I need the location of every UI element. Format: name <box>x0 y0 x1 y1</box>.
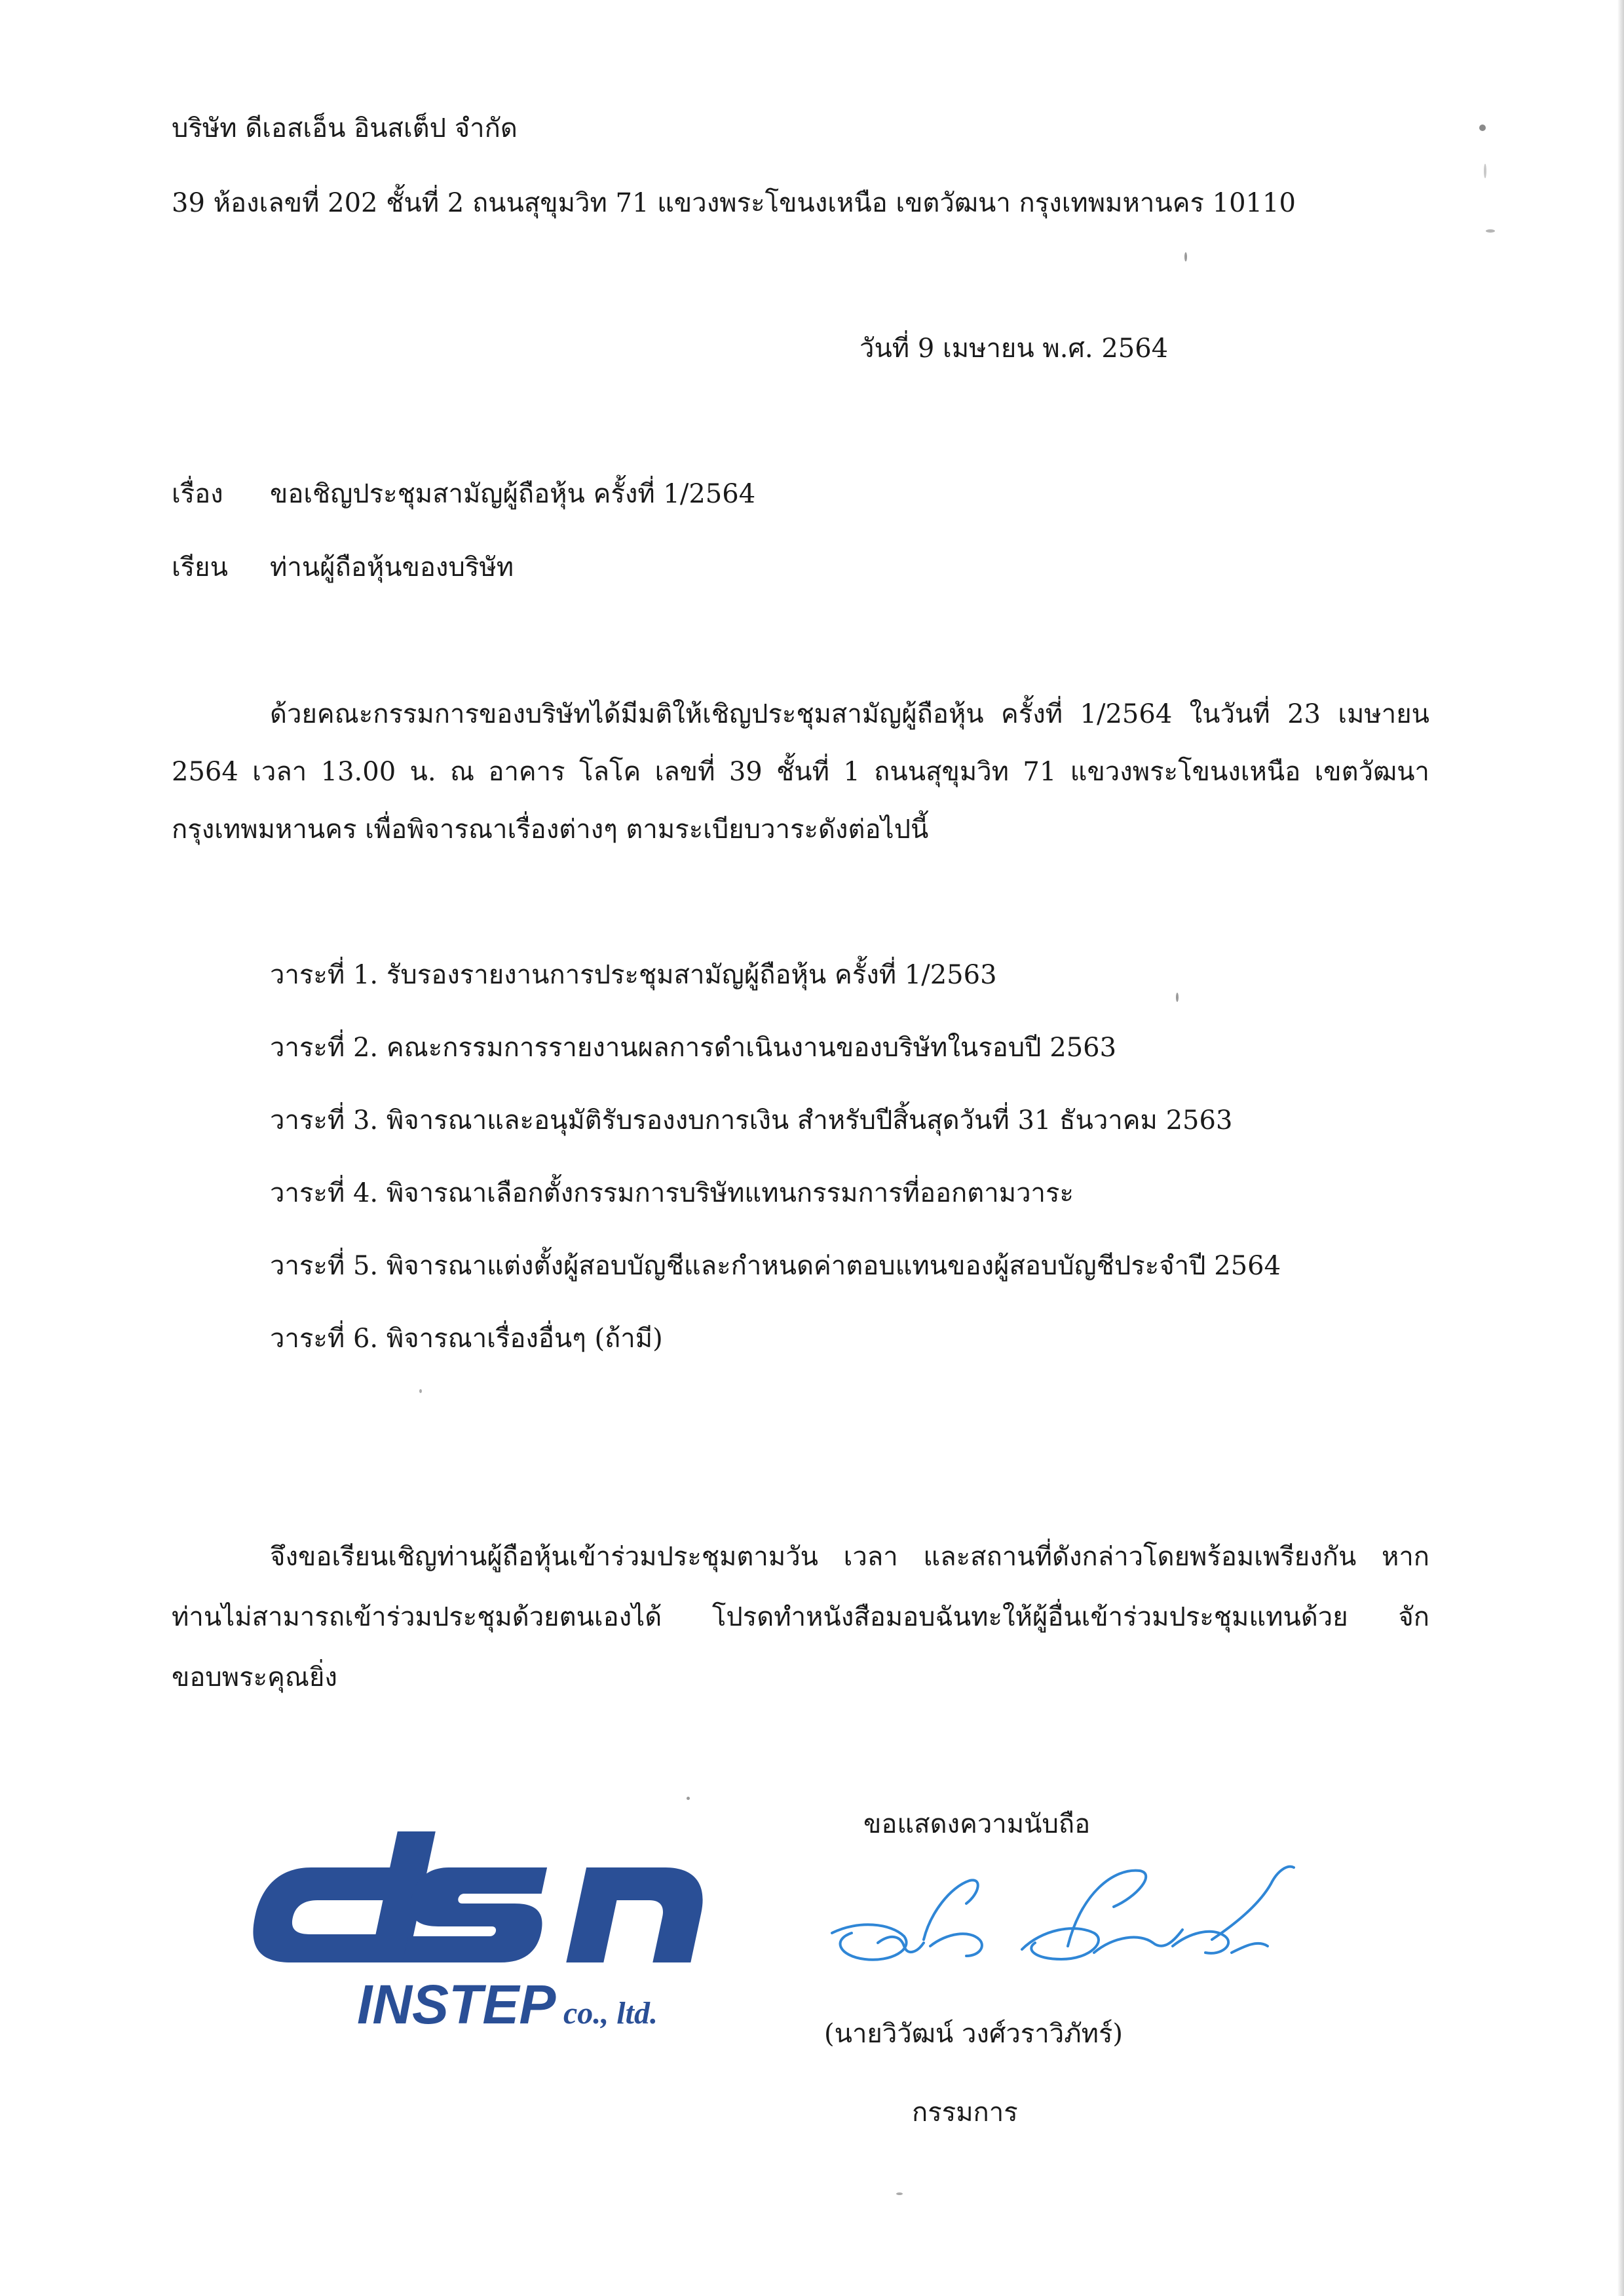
logo-suffix: co., ltd. <box>563 1996 658 2031</box>
subject-line <box>172 476 755 512</box>
scan-speck <box>1486 229 1495 233</box>
agenda-item-1: วาระที่ 1. รับรองรายงานการประชุมสามัญผู้ถือหุ้น ครั้งที่ 1/2563 <box>270 960 997 990</box>
recipient-text: ท่านผู้ถือหุ้นของบริษัท <box>270 552 514 583</box>
subject-label: เรื่อง <box>172 479 223 509</box>
agenda-item-5: วาระที่ 5. พิจารณาแต่งตั้งผู้สอบบัญชีและกำหนดค่าตอบแทนของผู้สอบบัญชีประจำปี 2564 <box>270 1251 1281 1281</box>
agenda-item-4: วาระที่ 4. พิจารณาเลือกตั้งกรรมการบริษัทแทนกรรมการที่ออกตามวาระ <box>270 1178 1074 1208</box>
recipient-label: เรียน <box>172 552 228 583</box>
signatory-title: กรรมการ <box>912 2097 1018 2128</box>
recipient-line <box>172 549 514 586</box>
scan-speck <box>1176 993 1179 1002</box>
scan-speck <box>1184 252 1187 261</box>
intro-line-2: 2564 เวลา 13.00 น. ณ อาคาร โลโค เลขที่ 39 ชั้นที่ 1 ถนนสุขุมวิท 71 แขวงพระโขนงเหนือ เขตวัฒนา <box>172 757 1429 787</box>
closing-line-1: จึงขอเรียนเชิญท่านผู้ถือหุ้นเข้าร่วมประชุมตามวัน เวลา และสถานที่ดังกล่าวโดยพร้อมเพรียงกัน หาก <box>270 1542 1429 1572</box>
logo-wordmark: INSTEP <box>357 1974 556 2035</box>
company-address: 39 ห้องเลขที่ 202 ชั้นที่ 2 ถนนสุขุมวิท 71 แขวงพระโขนงเหนือ เขตวัฒนา กรุงเทพมหานคร 10110 <box>172 188 1296 218</box>
scan-speck <box>1484 164 1486 178</box>
page-edge-shadow <box>1617 0 1624 2296</box>
agenda-item-2: วาระที่ 2. คณะกรรมการรายงานผลการดำเนินงานของบริษัทในรอบปี 2563 <box>270 1033 1117 1063</box>
company-name: บริษัท ดีเอสเอ็น อินสเต็ป จำกัด <box>172 113 518 144</box>
intro-line-1: ด้วยคณะกรรมการของบริษัทได้มีมติให้เชิญประชุมสามัญผู้ถือหุ้น ครั้งที่ 1/2564 ในวันที่ 23 เมษายน <box>270 699 1429 729</box>
subject-text: ขอเชิญประชุมสามัญผู้ถือหุ้น ครั้งที่ 1/2564 <box>270 479 756 509</box>
agenda-item-6: วาระที่ 6. พิจารณาเรื่องอื่นๆ (ถ้ามี) <box>270 1324 663 1354</box>
scan-speck <box>1479 124 1486 131</box>
letter-date: วันที่ 9 เมษายน พ.ศ. 2564 <box>859 334 1169 364</box>
closing-line-2: ท่านไม่สามารถเข้าร่วมประชุมด้วยตนเองได้ โปรดทำหนังสือมอบฉันทะให้ผู้อื่นเข้าร่วมประชุมแทนด้วย จัก <box>172 1602 1429 1632</box>
scan-speck <box>896 2192 903 2195</box>
company-logo <box>242 1822 714 2038</box>
signoff-salutation: ขอแสดงความนับถือ <box>863 1809 1091 1839</box>
logo-letter-n <box>566 1867 711 1962</box>
scan-speck <box>687 1797 690 1800</box>
intro-line-3: กรุงเทพมหานคร เพื่อพิจารณาเรื่องต่างๆ ตามระเบียบวาระดังต่อไปนี้ <box>172 814 929 845</box>
scan-speck <box>419 1389 422 1393</box>
agenda-item-3: วาระที่ 3. พิจารณาและอนุมัติรับรองงบการเงิน สำหรับปีสิ้นสุดวันที่ 31 ธันวาคม 2563 <box>270 1105 1233 1136</box>
closing-line-3: ขอบพระคุณยิ่ง <box>172 1662 337 1693</box>
signatory-name: (นายวิวัฒน์ วงศ์วราวิภัทร์) <box>824 2019 1124 2049</box>
handwritten-signature <box>819 1861 1330 2012</box>
logo-letter-s <box>398 1867 555 1962</box>
